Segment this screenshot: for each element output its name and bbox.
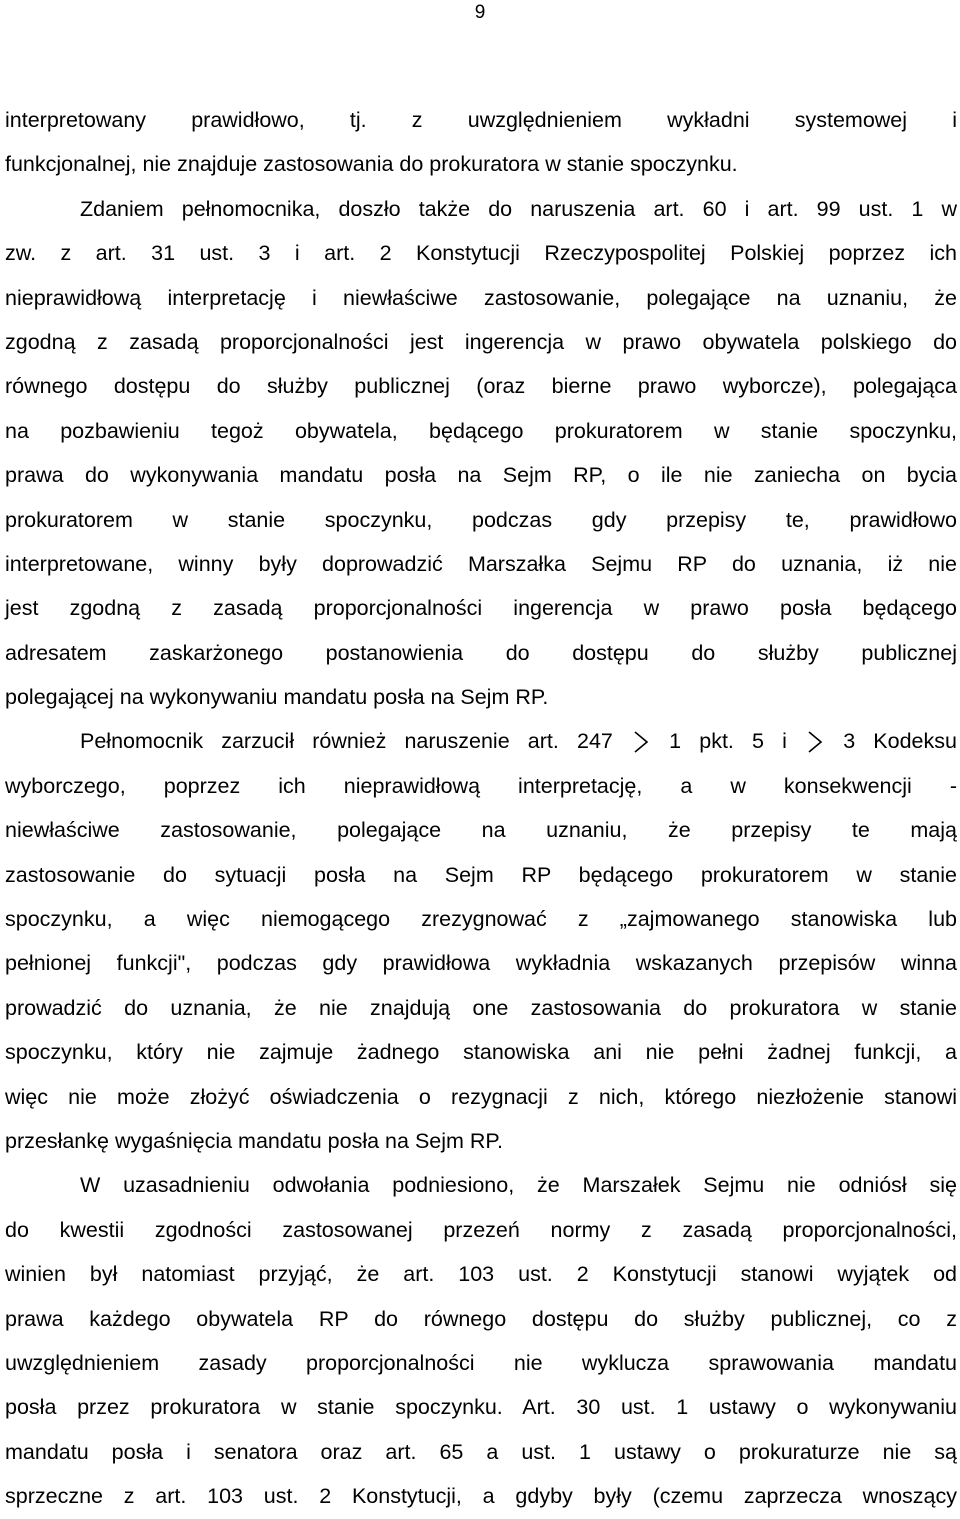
text-line: zastosowanie do sytuacji posła na Sejm RP będącego prokuratorem w stanie	[5, 862, 957, 887]
text-line: prawa do wykonywania mandatu posła na Sejm RP, o ile nie zaniecha on bycia	[5, 463, 957, 488]
text-line-with-section-marks	[5, 719, 957, 763]
text-line: adresatem zaskarżonego postanowienia do dostępu do służby publicznej	[5, 640, 957, 665]
text-line: funkcjonalnej, nie znajduje zastosowania do prokuratora w stanie spoczynku.	[5, 152, 738, 177]
text-line: więc nie może złożyć oświadczenia o rezygnacji z nich, którego niezłożenie stanowi	[5, 1084, 957, 1109]
text-line: pełnionej funkcji", podczas gdy prawidłowa wykładnia wskazanych przepisów winna	[5, 951, 957, 976]
text-line: Zdaniem pełnomocnika, doszło także do naruszenia art. 60 i art. 99 ust. 1 w	[80, 196, 957, 221]
text-line: spoczynku, który nie zajmuje żadnego stanowiska ani nie pełni żadnej funkcji, a	[5, 1040, 957, 1065]
text-line: przesłankę wygaśnięcia mandatu posła na Sejm RP.	[5, 1128, 503, 1153]
text-line: uwzględnieniem zasady proporcjonalności nie wyklucza sprawowania mandatu	[5, 1350, 957, 1375]
document-body	[5, 98, 957, 1519]
text-line: polegającej na wykonywaniu mandatu posła na Sejm RP.	[5, 685, 549, 710]
text-segment: 1 pkt. 5 i	[669, 729, 787, 754]
text-line: jest zgodną z zasadą proporcjonalności ingerencja w prawo posła będącego	[5, 596, 957, 621]
text-line: prokuratorem w stanie spoczynku, podczas gdy przepisy te, prawidłowo	[5, 507, 957, 532]
text-segment: 3 Kodeksu	[843, 729, 957, 754]
text-line: prawa każdego obywatela RP do równego dostępu do służby publicznej, co z	[5, 1306, 957, 1331]
text-line: prowadzić do uznania, że nie znajdują one zastosowania do prokuratora w stanie	[5, 995, 957, 1020]
text-segment: Pełnomocnik zarzucił również naruszenie art. 247	[80, 729, 613, 754]
text-line: równego dostępu do służby publicznej (oraz bierne prawo wyborcze), polegająca	[5, 374, 957, 399]
text-line: sprzeczne z art. 103 ust. 2 Konstytucji, a gdyby były (czemu zaprzecza wnoszący	[5, 1484, 957, 1509]
text-line: zw. z art. 31 ust. 3 i art. 2 Konstytucji Rzeczypospolitej Polskiej poprzez ich	[5, 241, 957, 266]
text-line: interpretowane, winny były doprowadzić Marszałka Sejmu RP do uznania, iż nie	[5, 551, 957, 576]
text-line: mandatu posła i senatora oraz art. 65 a ust. 1 ustawy o prokuraturze nie są	[5, 1439, 957, 1464]
section-mark-glyph	[633, 731, 649, 753]
section-mark-glyph	[807, 731, 823, 753]
text-line: zgodną z zasadą proporcjonalności jest ingerencja w prawo obywatela polskiego do	[5, 329, 957, 354]
text-line: interpretowany prawidłowo, tj. z uwzględnieniem wykładni systemowej i	[5, 108, 957, 132]
text-line: winien był natomiast przyjąć, że art. 103 ust. 2 Konstytucji stanowi wyjątek od	[5, 1262, 957, 1287]
text-line: nieprawidłową interpretację i niewłaściwe zastosowanie, polegające na uznaniu, że	[5, 285, 957, 310]
text-line: spoczynku, a więc niemogącego zrezygnować z „zajmowanego stanowiska lub	[5, 907, 957, 932]
text-line: do kwestii zgodności zastosowanej przezeń normy z zasadą proporcjonalności,	[5, 1217, 957, 1242]
text-line: niewłaściwe zastosowanie, polegające na uznaniu, że przepisy te mają	[5, 818, 957, 843]
page-number: 9	[474, 2, 486, 23]
text-line: W uzasadnieniu odwołania podniesiono, że Marszałek Sejmu nie odniósł się	[80, 1173, 957, 1198]
text-line: na pozbawieniu tegoż obywatela, będącego prokuratorem w stanie spoczynku,	[5, 418, 957, 443]
text-line: posła przez prokuratora w stanie spoczynku. Art. 30 ust. 1 ustawy o wykonywaniu	[5, 1395, 957, 1420]
text-line: wyborczego, poprzez ich nieprawidłową interpretację, a w konsekwencji -	[5, 773, 957, 798]
